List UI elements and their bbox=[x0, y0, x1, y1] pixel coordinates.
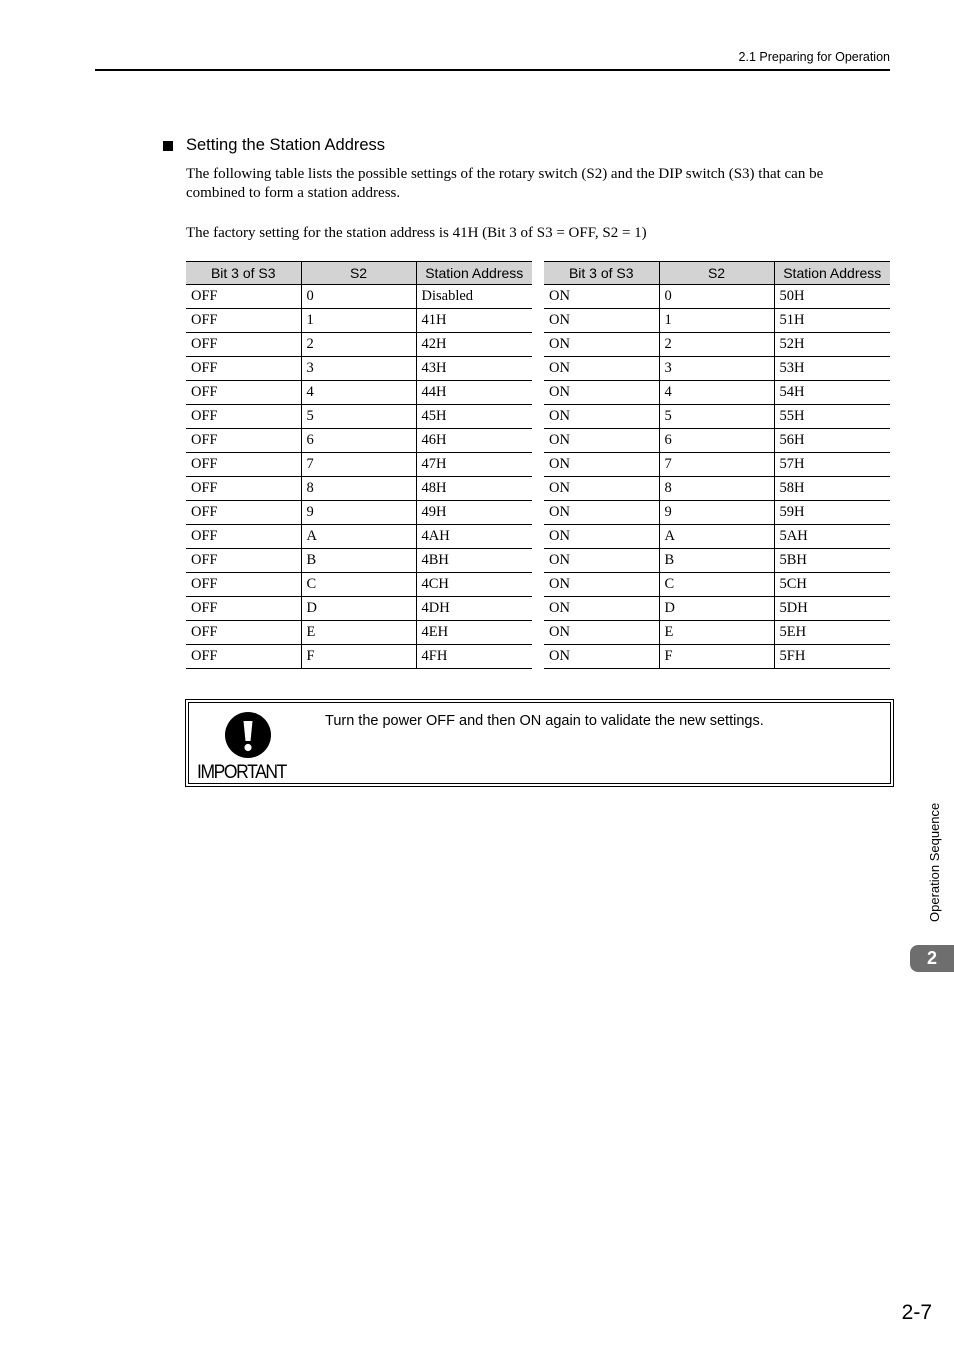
table-cell: 9 bbox=[301, 501, 416, 525]
table-cell: 4BH bbox=[416, 549, 532, 573]
station-address-table-on bbox=[544, 261, 890, 669]
table-cell: OFF bbox=[186, 285, 301, 309]
table-cell: OFF bbox=[186, 597, 301, 621]
table-cell: 4AH bbox=[416, 525, 532, 549]
table-cell: 59H bbox=[774, 501, 890, 525]
table-cell: B bbox=[301, 549, 416, 573]
table-cell: 45H bbox=[416, 405, 532, 429]
table-row bbox=[544, 549, 890, 573]
table-cell: 2 bbox=[301, 333, 416, 357]
table-row bbox=[186, 549, 532, 573]
table-cell: ON bbox=[544, 525, 659, 549]
table-row bbox=[544, 405, 890, 429]
table-cell: ON bbox=[544, 405, 659, 429]
table-cell: 4CH bbox=[416, 573, 532, 597]
table-cell: 5EH bbox=[774, 621, 890, 645]
table-cell: D bbox=[301, 597, 416, 621]
table-cell: ON bbox=[544, 501, 659, 525]
table-cell: OFF bbox=[186, 573, 301, 597]
table-body bbox=[544, 285, 890, 669]
table-cell: OFF bbox=[186, 429, 301, 453]
table-cell: 7 bbox=[301, 453, 416, 477]
table-row bbox=[544, 357, 890, 381]
table-cell: E bbox=[659, 621, 774, 645]
table-cell: 3 bbox=[659, 357, 774, 381]
table-row bbox=[186, 501, 532, 525]
table-header bbox=[186, 262, 532, 285]
page-number: 2-7 bbox=[901, 1301, 932, 1324]
table-cell: ON bbox=[544, 309, 659, 333]
table-row bbox=[186, 525, 532, 549]
table-cell: ON bbox=[544, 645, 659, 669]
table-row bbox=[544, 573, 890, 597]
table-cell: 52H bbox=[774, 333, 890, 357]
table-cell: 0 bbox=[301, 285, 416, 309]
table-cell: OFF bbox=[186, 309, 301, 333]
table-row bbox=[186, 645, 532, 669]
factory-setting-paragraph: The factory setting for the station address is 41H (Bit 3 of S3 = OFF, S2 = 1) bbox=[186, 225, 647, 241]
table-row bbox=[186, 573, 532, 597]
table-cell: 49H bbox=[416, 501, 532, 525]
table-row bbox=[544, 381, 890, 405]
table-cell: ON bbox=[544, 285, 659, 309]
square-bullet-icon bbox=[163, 141, 173, 151]
table-cell: 47H bbox=[416, 453, 532, 477]
table-cell: 4EH bbox=[416, 621, 532, 645]
table-cell: 46H bbox=[416, 429, 532, 453]
table-cell: 8 bbox=[301, 477, 416, 501]
table-row bbox=[544, 309, 890, 333]
table-row bbox=[544, 525, 890, 549]
table-cell: 4DH bbox=[416, 597, 532, 621]
table-cell: 8 bbox=[659, 477, 774, 501]
table-cell: OFF bbox=[186, 645, 301, 669]
table-cell: A bbox=[301, 525, 416, 549]
table-cell: 3 bbox=[301, 357, 416, 381]
table-cell: ON bbox=[544, 597, 659, 621]
section-title-text: Setting the Station Address bbox=[186, 136, 386, 154]
column-header-station-address: Station Address bbox=[774, 262, 890, 285]
table-cell: 5 bbox=[659, 405, 774, 429]
table-cell: 1 bbox=[659, 309, 774, 333]
table-cell: 55H bbox=[774, 405, 890, 429]
table-row bbox=[186, 429, 532, 453]
table-cell: 42H bbox=[416, 333, 532, 357]
table-cell: OFF bbox=[186, 357, 301, 381]
important-label: IMPORTANT bbox=[197, 762, 286, 783]
table-row bbox=[186, 597, 532, 621]
table-cell: 4FH bbox=[416, 645, 532, 669]
table-cell: 50H bbox=[774, 285, 890, 309]
table-cell: 58H bbox=[774, 477, 890, 501]
table-row bbox=[544, 597, 890, 621]
station-address-table-off bbox=[186, 261, 532, 669]
table-cell: 54H bbox=[774, 381, 890, 405]
table-header bbox=[544, 262, 890, 285]
table-cell: ON bbox=[544, 381, 659, 405]
important-note bbox=[185, 699, 894, 787]
table-cell: OFF bbox=[186, 525, 301, 549]
table-cell: F bbox=[659, 645, 774, 669]
table-cell: ON bbox=[544, 573, 659, 597]
table-cell: ON bbox=[544, 333, 659, 357]
table-cell: ON bbox=[544, 429, 659, 453]
table-row bbox=[186, 333, 532, 357]
table-row bbox=[186, 309, 532, 333]
section-title bbox=[163, 136, 385, 155]
table-cell: 4 bbox=[301, 381, 416, 405]
table-row bbox=[186, 381, 532, 405]
table-row bbox=[544, 429, 890, 453]
chapter-number-tab: 2 bbox=[910, 945, 954, 972]
table-cell: A bbox=[659, 525, 774, 549]
intro-line-1: The following table lists the possible settings of the rotary switch (S2) and the DIP switch (S3) that can be bbox=[186, 166, 824, 182]
table-cell: Disabled bbox=[416, 285, 532, 309]
table-row bbox=[186, 621, 532, 645]
table-cell: 43H bbox=[416, 357, 532, 381]
table-cell: 5CH bbox=[774, 573, 890, 597]
table-cell: OFF bbox=[186, 501, 301, 525]
table-cell: F bbox=[301, 645, 416, 669]
table-cell: ON bbox=[544, 477, 659, 501]
intro-line-2: combined to form a station address. bbox=[186, 185, 401, 201]
table-row bbox=[186, 477, 532, 501]
column-header-bit3: Bit 3 of S3 bbox=[186, 262, 301, 285]
table-cell: D bbox=[659, 597, 774, 621]
table-cell: 2 bbox=[659, 333, 774, 357]
table-cell: C bbox=[301, 573, 416, 597]
table-row bbox=[544, 333, 890, 357]
table-cell: 0 bbox=[659, 285, 774, 309]
header-rule bbox=[95, 69, 890, 71]
intro-paragraph bbox=[186, 165, 886, 203]
table-row bbox=[544, 477, 890, 501]
table-cell: OFF bbox=[186, 549, 301, 573]
table-row bbox=[544, 621, 890, 645]
table-cell: 1 bbox=[301, 309, 416, 333]
table-cell: 5FH bbox=[774, 645, 890, 669]
table-cell: 5DH bbox=[774, 597, 890, 621]
table-cell: OFF bbox=[186, 381, 301, 405]
table-cell: 5AH bbox=[774, 525, 890, 549]
table-cell: 4 bbox=[659, 381, 774, 405]
table-row bbox=[186, 357, 532, 381]
table-cell: E bbox=[301, 621, 416, 645]
table-cell: OFF bbox=[186, 405, 301, 429]
table-cell: OFF bbox=[186, 621, 301, 645]
table-cell: OFF bbox=[186, 333, 301, 357]
table-cell: OFF bbox=[186, 453, 301, 477]
table-cell: 5 bbox=[301, 405, 416, 429]
table-cell: C bbox=[659, 573, 774, 597]
important-note-inner bbox=[188, 702, 891, 784]
running-head: 2.1 Preparing for Operation bbox=[738, 50, 890, 64]
table-cell: B bbox=[659, 549, 774, 573]
table-row bbox=[186, 453, 532, 477]
table-cell: 44H bbox=[416, 381, 532, 405]
table-cell: ON bbox=[544, 621, 659, 645]
table-cell: 6 bbox=[301, 429, 416, 453]
table-cell: OFF bbox=[186, 477, 301, 501]
table-cell: 51H bbox=[774, 309, 890, 333]
column-header-station-address: Station Address bbox=[416, 262, 532, 285]
table-body bbox=[186, 285, 532, 669]
table-cell: 56H bbox=[774, 429, 890, 453]
column-header-s2: S2 bbox=[659, 262, 774, 285]
table-row bbox=[544, 501, 890, 525]
table-cell: 7 bbox=[659, 453, 774, 477]
table-row bbox=[186, 285, 532, 309]
column-header-bit3: Bit 3 of S3 bbox=[544, 262, 659, 285]
table-cell: ON bbox=[544, 357, 659, 381]
exclamation-icon bbox=[225, 712, 271, 758]
table-row bbox=[186, 405, 532, 429]
chapter-side-label: Operation Sequence bbox=[927, 802, 942, 922]
table-cell: 41H bbox=[416, 309, 532, 333]
table-cell: ON bbox=[544, 549, 659, 573]
table-row bbox=[544, 285, 890, 309]
important-text: Turn the power OFF and then ON again to validate the new settings. bbox=[325, 713, 764, 729]
table-row bbox=[544, 645, 890, 669]
table-cell: 6 bbox=[659, 429, 774, 453]
table-row bbox=[544, 453, 890, 477]
table-cell: 57H bbox=[774, 453, 890, 477]
table-cell: 5BH bbox=[774, 549, 890, 573]
table-cell: 9 bbox=[659, 501, 774, 525]
table-cell: 48H bbox=[416, 477, 532, 501]
table-cell: 53H bbox=[774, 357, 890, 381]
column-header-s2: S2 bbox=[301, 262, 416, 285]
table-cell: ON bbox=[544, 453, 659, 477]
